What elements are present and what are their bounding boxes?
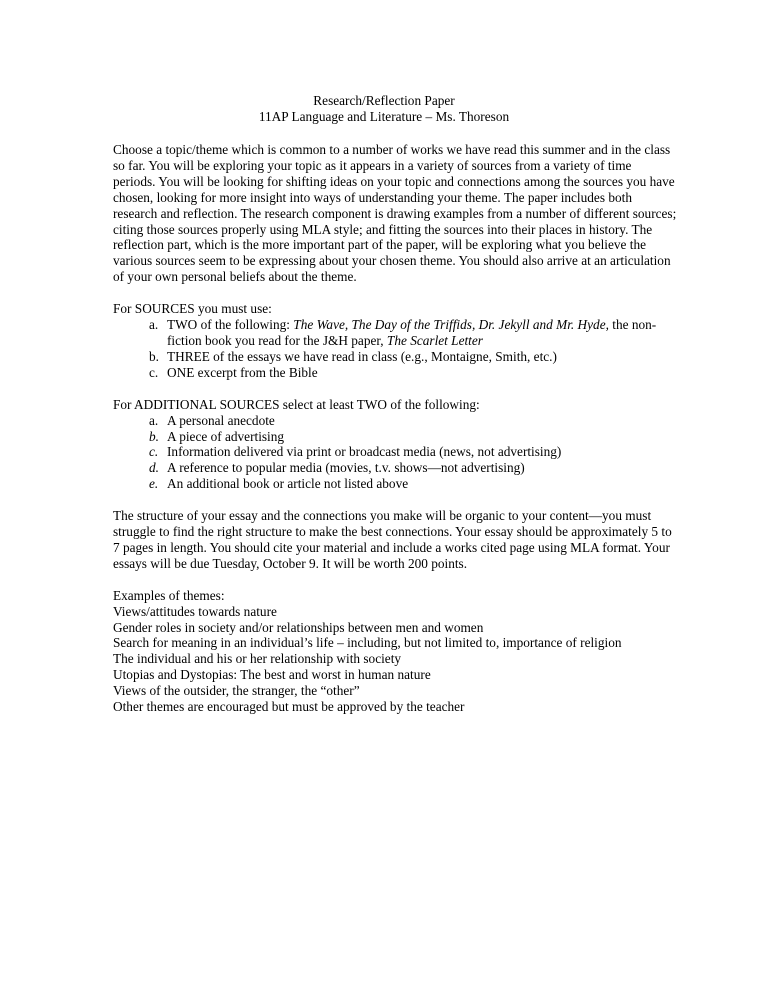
source-a-titles: The Wave, The Day of the Triffids, Dr. Jekyll and Mr. Hyde,: [293, 317, 609, 333]
additional-item-text: An additional book or article not listed above: [167, 476, 409, 492]
additional-item-text: A personal anecdote: [167, 412, 275, 428]
additional-heading: For ADDITIONAL SOURCES select at least TWO of the following:: [113, 396, 480, 412]
source-b-text: THREE of the essays we have read in class (e.g., Montaigne, Smith, etc.): [167, 348, 557, 364]
additional-item-text: A piece of advertising: [167, 428, 285, 444]
themes-heading: Examples of themes:: [113, 587, 225, 603]
theme-item: Gender roles in society and/or relationships between men and women: [113, 619, 484, 635]
theme-item: The individual and his or her relationship with society: [113, 651, 402, 667]
additional-sources-list: [113, 413, 677, 493]
sources-list: [113, 317, 677, 381]
document-subtitle: 11AP Language and Literature – Ms. Thoreson: [258, 108, 510, 124]
list-marker: c.: [149, 444, 159, 460]
list-marker: a.: [149, 412, 159, 428]
additional-item-text: Information delivered via print or broadcast media (news, not advertising): [167, 444, 562, 460]
list-marker: e.: [149, 476, 159, 492]
structure-paragraph: The structure of your essay and the connections you make will be organic to your content—you must struggle to find the right structure to make the best connections. Your essay should be approximately 5 to 7 pages in length. You should cite your material and include a works cited page using MLA format. Your essays will be due Tuesday, October 9. It will be worth 200 points.: [113, 508, 672, 571]
document-title: Research/Reflection Paper: [313, 93, 455, 108]
list-item: [113, 444, 677, 460]
theme-item: Search for meaning in an individual’s life – including, but not limited to, importance of religion: [113, 635, 622, 651]
theme-item: Other themes are encouraged but must be approved by the teacher: [113, 699, 465, 715]
theme-item: Views of the outsider, the stranger, the “other”: [113, 683, 360, 699]
source-a-prefix: TWO of the following:: [167, 317, 294, 333]
document-body: [113, 142, 677, 715]
list-item: [113, 413, 677, 429]
list-item: [113, 365, 677, 381]
list-item: [113, 460, 677, 476]
theme-item: Utopias and Dystopias: The best and worst in human nature: [113, 667, 431, 683]
list-item: [113, 349, 677, 365]
list-item: [113, 429, 677, 445]
list-marker: c.: [149, 364, 159, 380]
themes-section: [113, 588, 677, 715]
list-marker: a.: [149, 317, 159, 333]
source-a-last-title: The Scarlet Letter: [386, 332, 483, 348]
additional-item-text: A reference to popular media (movies, t.v. shows—not advertising): [167, 460, 525, 476]
list-marker: b.: [149, 348, 159, 364]
list-marker: b.: [149, 428, 159, 444]
source-c-text: ONE excerpt from the Bible: [167, 364, 318, 380]
sources-heading: For SOURCES you must use:: [113, 301, 272, 317]
title-block: [0, 93, 768, 125]
source-a-middle: the non-fiction book you read for the J&H paper,: [167, 317, 657, 348]
theme-item: Views/attitudes towards nature: [113, 603, 277, 619]
list-marker: d.: [149, 460, 159, 476]
intro-paragraph: Choose a topic/theme which is common to a number of works we have read this summer and in the class so far. You will be exploring your topic as it appears in a variety of sources from a variety of time periods. You will be looking for shifting ideas on your topic and connections among the sources you have chosen, looking for more insight into ways of understanding your theme. The paper includes both research and reflection. The research component is drawing examples from a number of different sources; citing those sources properly using MLA style; and fitting the sources into their places in history. The reflection part, which is the more important part of the paper, will be exploring what you believe the various sources seem to be expressing about your chosen theme. You should also arrive at an articulation of your own personal beliefs about the theme.: [113, 142, 677, 285]
list-item: [113, 317, 677, 349]
list-item: [113, 476, 677, 492]
